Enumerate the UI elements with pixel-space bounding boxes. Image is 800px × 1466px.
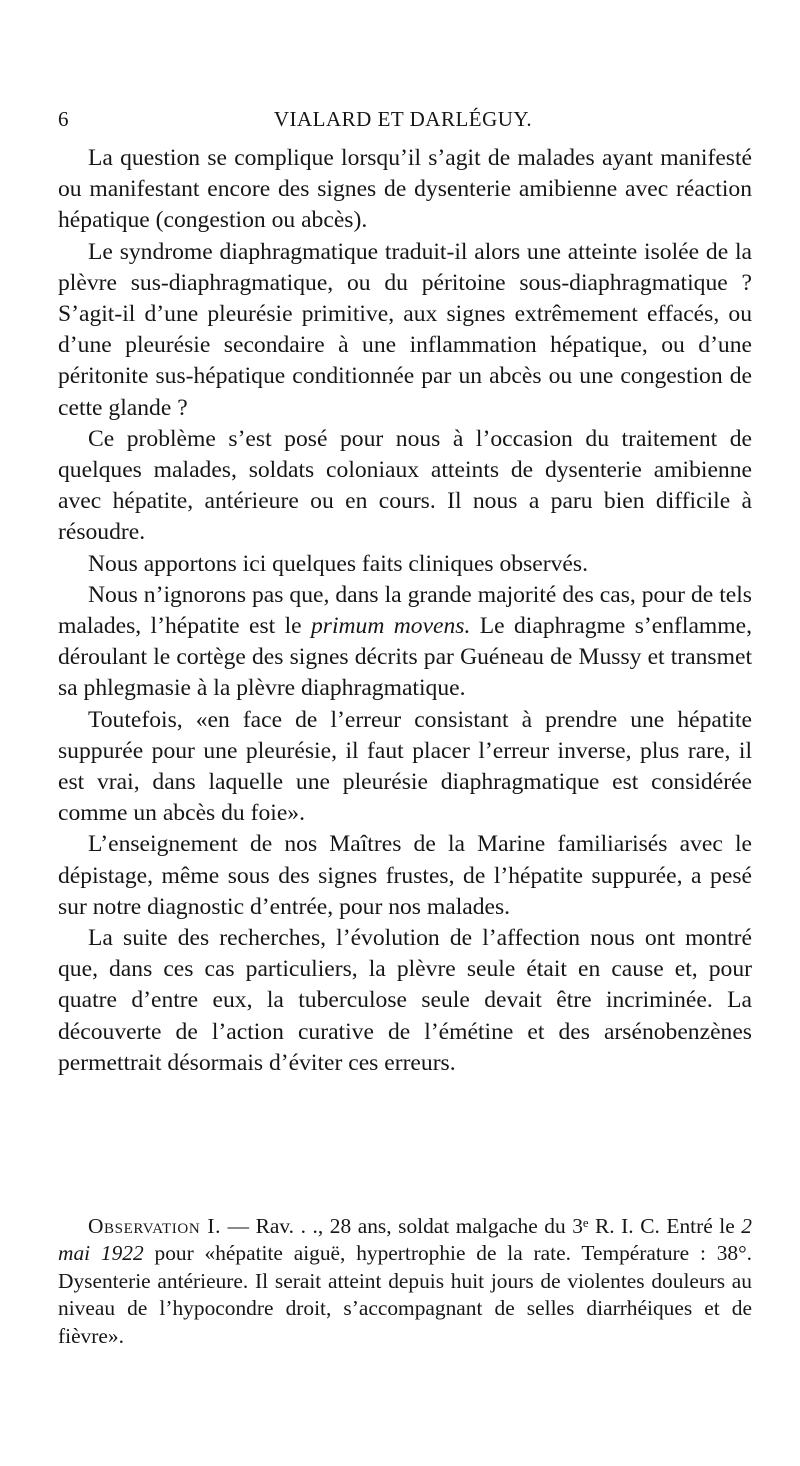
running-head: VIALARD ET DARLÉGUY.	[273, 107, 533, 131]
paragraph: Ce problème s’est posé pour nous à l’occasion du traitement de quelques malades, soldats coloniaux atteints de dysenterie amibienne avec hépatite, antérieure ou en cours. Il nous a paru bien difficile à résoudre.	[58, 425, 752, 546]
observation-text: — Rav. . ., 28 ans, soldat malgache du 3ᵉ R. I. C. Entré le	[221, 1214, 742, 1238]
paragraph-text: Le diaphragme s’enflamme, déroulant le cortège des signes décrits par Guéneau de Mussy et transmet sa phlegmasie à la plèvre diaphragmatique.	[58, 613, 753, 702]
observation-text: pour «hépatite aiguë, hypertrophie de la rate. Température : 38°. Dysenterie antérieure. Il serait atteint depuis huit jours de violentes douleurs au niveau de l’hypocondre droit, s’accompagnant de selles diarrhéiques et de fièvre».	[58, 1241, 752, 1348]
observation-date: 2 mai 1922	[58, 1214, 752, 1266]
paragraph: L’enseignement de nos Maîtres de la Marine familiarisés avec le dépistage, même sous des signes frustes, de l’hépatite suppurée, a pesé sur notre diagnostic d’entrée, pour nos malades.	[58, 831, 752, 920]
observation-block	[58, 1213, 752, 1350]
paragraph: Toutefois, «en face de l’erreur consistant à prendre une hépatite suppurée pour une pleurésie, il faut placer l’erreur inverse, plus rare, il est vrai, dans laquelle une pleurésie diaphragmatique est considérée comme un abcès du foie».	[58, 706, 752, 827]
observation-label: Observation I.	[88, 1214, 222, 1238]
page-number: 6	[58, 107, 69, 131]
body-text	[58, 143, 752, 1079]
page-header	[58, 103, 748, 137]
observation-paragraph	[58, 1213, 752, 1350]
latin-phrase: primum movens.	[310, 613, 471, 640]
paragraph: Nous apportons ici quelques faits cliniques observés.	[88, 550, 588, 577]
paragraph-text: Nous n’ignorons pas que, dans la grande majorité des cas, pour de tels malades, l’hépatite est le	[58, 581, 752, 640]
paragraph: Le syndrome diaphragmatique traduit-il alors une atteinte isolée de la plèvre sus-diaphragmatique, ou du péritoine sous-diaphragmatique ? S’agit-il d’une pleurésie primitive, aux signes extrêmement effacés, ou d’une pleurésie secondaire à une inflammation hépatique, ou d’une péritonite sus-hépatique conditionnée par un abcès ou une congestion de cette glande ?	[58, 238, 752, 421]
paragraph: La question se complique lorsqu’il s’agit de malades ayant manifesté ou manifestant encore des signes de dysenterie amibienne avec réaction hépatique (congestion ou abcès).	[58, 145, 752, 234]
paragraph	[58, 580, 752, 705]
paragraph: La suite des recherches, l’évolution de l’affection nous ont montré que, dans ces cas particuliers, la plèvre seule était en cause et, pour quatre d’entre eux, la tuberculose seule devait être incriminée. La découverte de l’action curative de l’émétine et des arsénobenzènes permettrait désormais d’éviter ces erreurs.	[58, 925, 752, 1076]
